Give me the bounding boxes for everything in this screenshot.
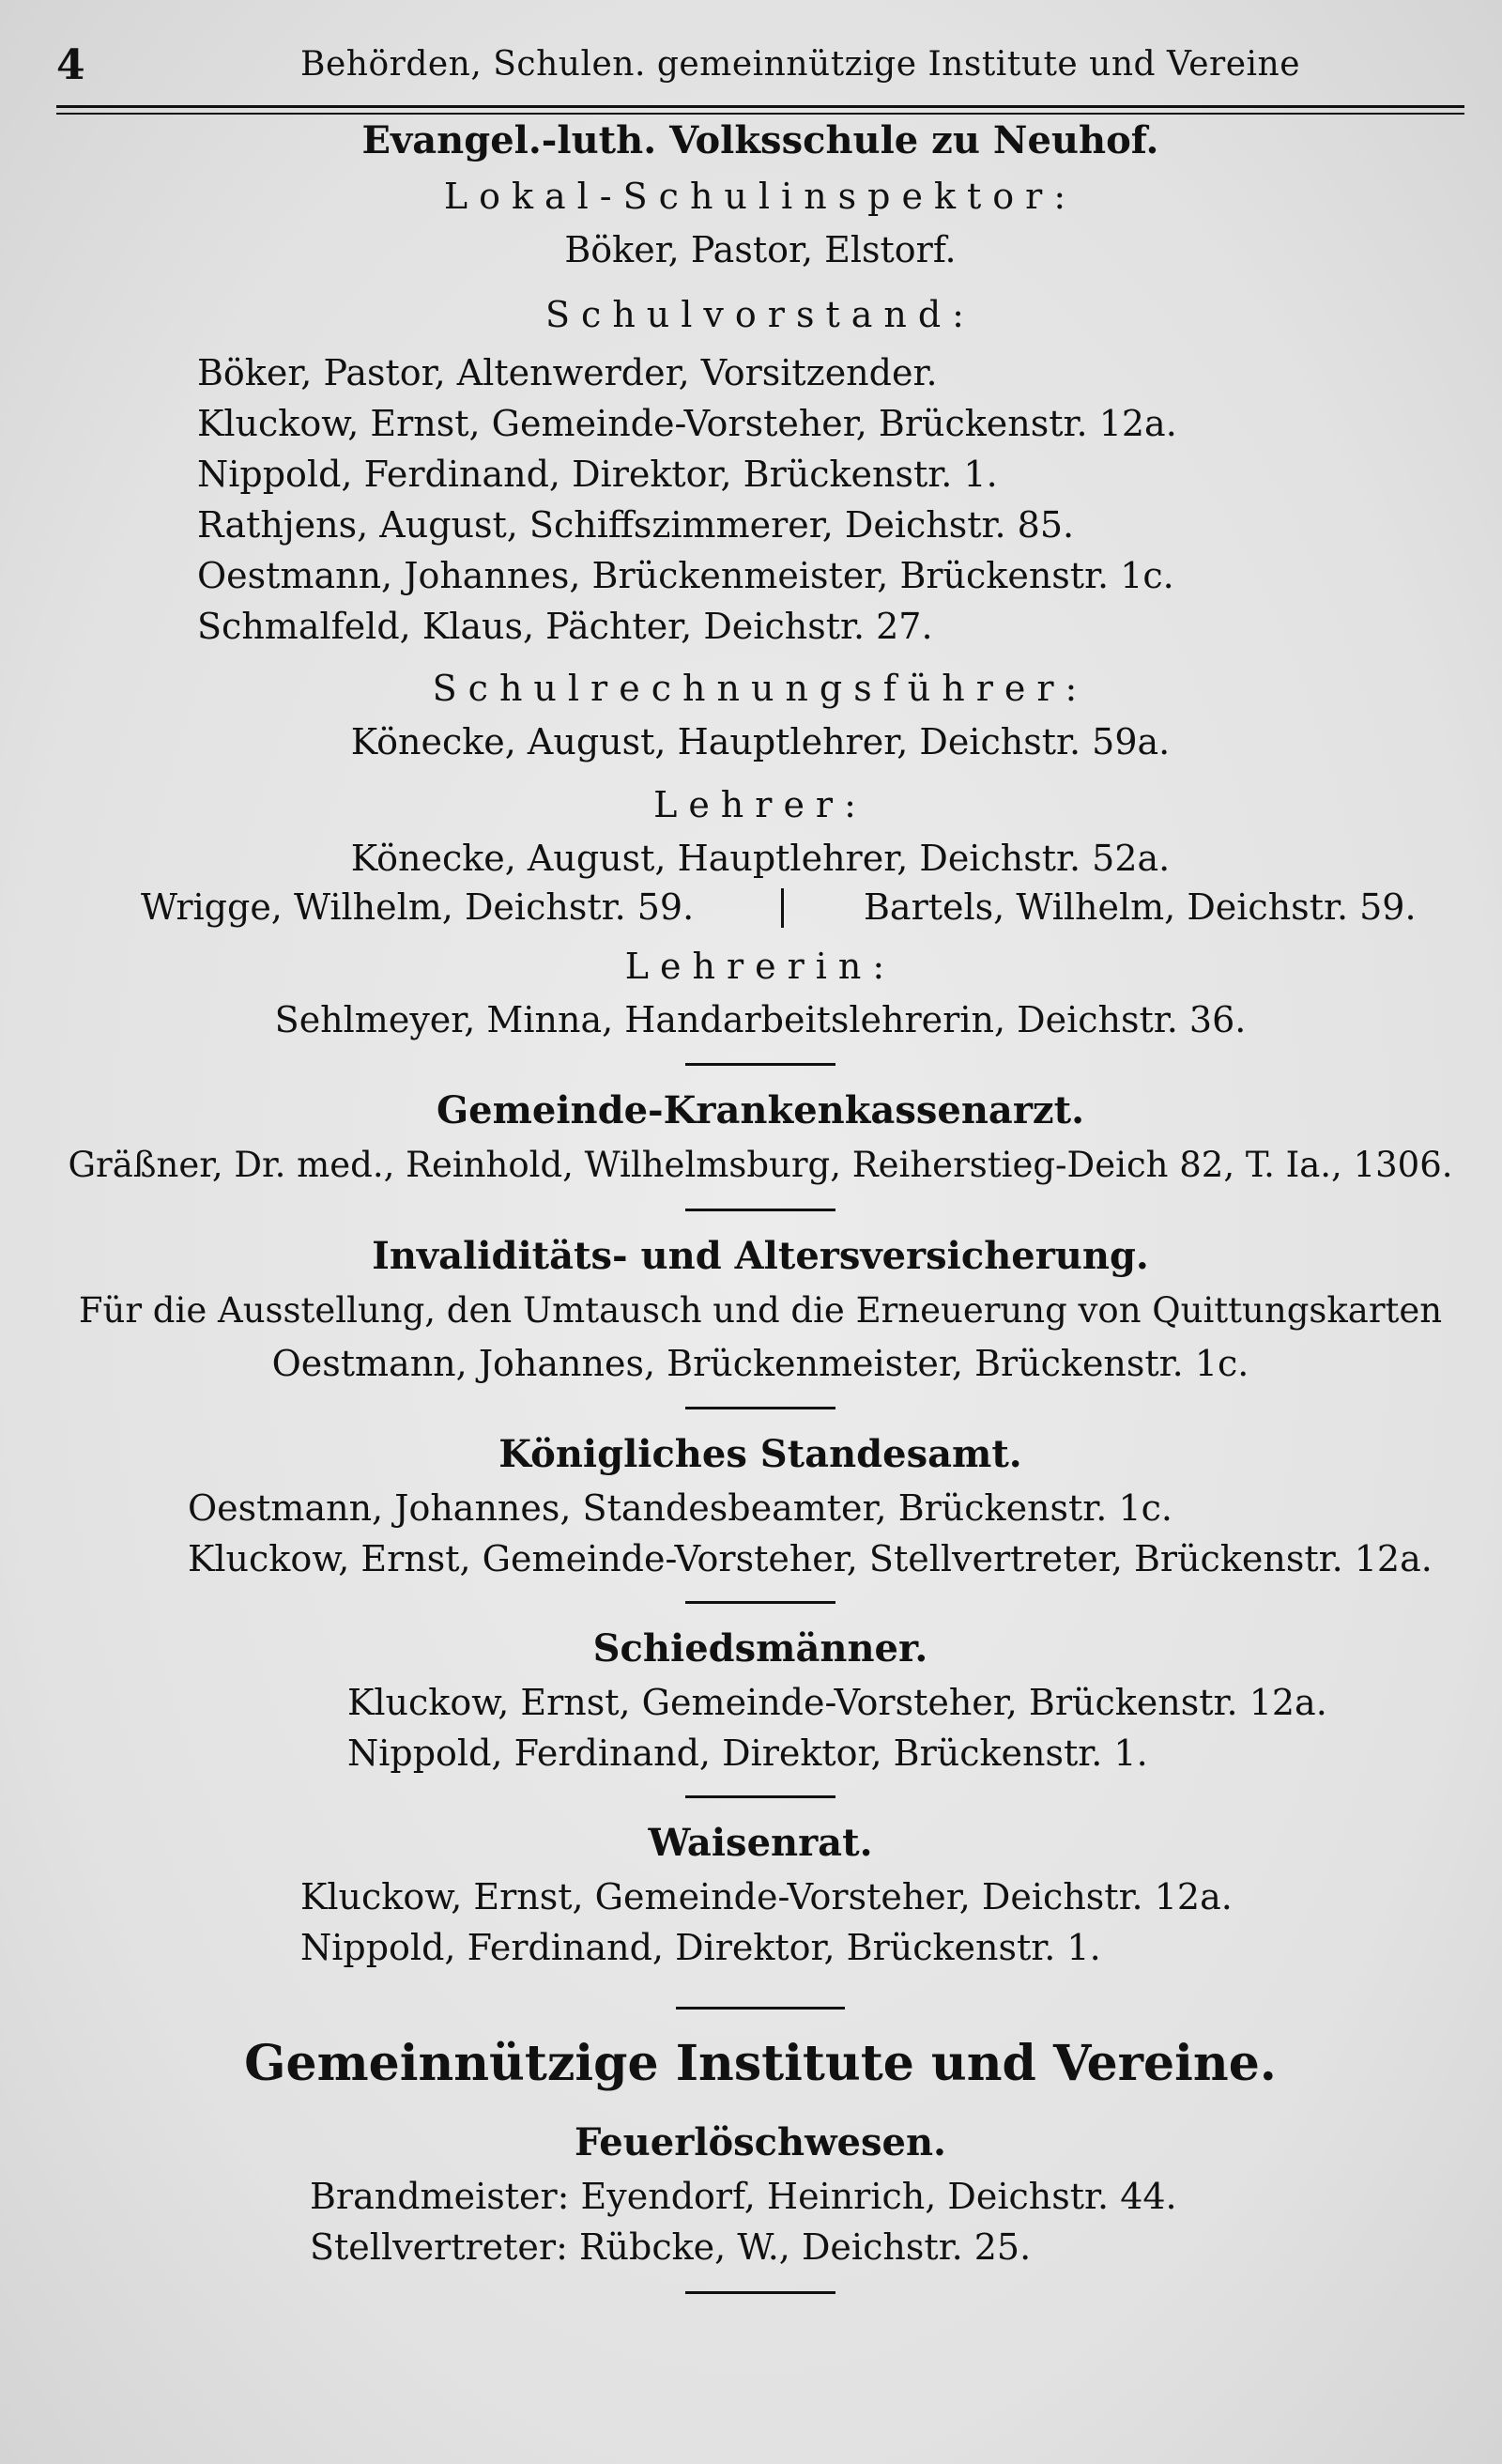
entry-lehrer-right: Bartels, Wilhelm, Deichstr. 59.: [864, 886, 1417, 928]
list-item: Nippold, Ferdinand, Direktor, Brückenstr. 1.: [197, 454, 998, 495]
section-heading-waisenrat: Waisenrat.: [648, 1821, 873, 1865]
lehrer-two-column: [56, 885, 1464, 939]
list-item: Rathjens, August, Schiffszimmerer, Deichstr. 85.: [197, 504, 1075, 546]
section-divider: [685, 1795, 835, 1798]
section-divider: [676, 2007, 845, 2010]
subheading-schulrechnungsfuehrer: Schulrechnungsführer:: [432, 668, 1089, 709]
running-title: Behörden, Schulen. gemeinnützige Institute und Vereine: [300, 45, 1301, 84]
list-item: Oestmann, Johannes, Brückenmeister, Brückenstr. 1c.: [197, 555, 1174, 596]
list-item: Nippold, Ferdinand, Direktor, Brückenstr. 1.: [300, 1927, 1101, 1968]
section-heading-volksschule: Evangel.-luth. Volksschule zu Neuhof.: [361, 118, 1159, 162]
page-header: [56, 34, 1464, 90]
subheading-lehrerin: Lehrerin:: [624, 946, 897, 987]
entry-lehrerin: Sehlmeyer, Minna, Handarbeitslehrerin, Deichstr. 36.: [274, 999, 1247, 1040]
subheading-lokal-schulinspektor: Lokal-Schulinspektor:: [443, 176, 1078, 217]
list-item: Kluckow, Ernst, Gemeinde-Vorsteher, Stellvertreter, Brückenstr. 12a.: [188, 1538, 1433, 1579]
list-item: Böker, Pastor, Altenwerder, Vorsitzender.: [197, 352, 938, 393]
section-heading-krankenkassenarzt: Gemeinde-Krankenkassenarzt.: [436, 1088, 1085, 1132]
entry-lehrer-left: Wrigge, Wilhelm, Deichstr. 59.: [141, 886, 695, 928]
schulvorstand-list: [56, 347, 1464, 652]
subheading-schulvorstand: Schulvorstand:: [545, 294, 975, 335]
column-divider: [781, 888, 784, 928]
entry-schulrechnungsfuehrer: Könecke, August, Hauptlehrer, Deichstr. 59a.: [350, 721, 1171, 762]
schiedsmaenner-list: [56, 1677, 1464, 1779]
list-item: Kluckow, Ernst, Gemeinde-Vorsteher, Deichstr. 12a.: [300, 1876, 1233, 1917]
page-number: 4: [56, 41, 85, 89]
entry-hauptlehrer: Könecke, August, Hauptlehrer, Deichstr. 52a.: [350, 838, 1171, 879]
list-item: Stellvertreter: Rübcke, W., Deichstr. 25.: [310, 2226, 1032, 2268]
section-divider: [685, 1209, 835, 1211]
feuerloeschwesen-list: [56, 2171, 1464, 2272]
entry-krankenkassenarzt: Gräßner, Dr. med., Reinhold, Wilhelmsburg, Reiherstieg-Deich 82, T. Ia., 1306.: [68, 1145, 1453, 1185]
invaliditaet-contact: Oestmann, Johannes, Brückenmeister, Brückenstr. 1c.: [271, 1343, 1249, 1384]
section-heading-standesamt: Königliches Standesamt.: [498, 1432, 1022, 1476]
list-item: Nippold, Ferdinand, Direktor, Brückenstr. 1.: [347, 1732, 1148, 1774]
page-content: [56, 113, 1464, 2311]
chapter-heading-vereine: Gemeinnützige Institute und Vereine.: [244, 2035, 1277, 2092]
list-item: Kluckow, Ernst, Gemeinde-Vorsteher, Brückenstr. 12a.: [347, 1682, 1327, 1723]
list-item: Brandmeister: Eyendorf, Heinrich, Deichstr. 44.: [310, 2176, 1177, 2217]
header-rule: [56, 105, 1464, 108]
standesamt-list: [56, 1483, 1464, 1584]
waisenrat-list: [56, 1871, 1464, 1973]
subheading-lehrer: Lehrer:: [653, 784, 867, 825]
section-heading-invaliditaet: Invaliditäts- und Altersversicherung.: [372, 1234, 1149, 1278]
entry-lokal-schulinspektor: Böker, Pastor, Elstorf.: [564, 229, 957, 270]
section-divider: [685, 1063, 835, 1066]
section-divider: [685, 1407, 835, 1409]
section-heading-schiedsmaenner: Schiedsmänner.: [592, 1626, 928, 1671]
section-heading-feuerloeschwesen: Feuerlöschwesen.: [575, 2120, 946, 2164]
section-divider: [685, 1601, 835, 1604]
section-divider: [685, 2291, 835, 2294]
list-item: Schmalfeld, Klaus, Pächter, Deichstr. 27.: [197, 606, 933, 647]
list-item: Oestmann, Johannes, Standesbeamter, Brückenstr. 1c.: [188, 1487, 1172, 1529]
invaliditaet-text: Für die Ausstellung, den Umtausch und die Erneuerung von Quittungskarten: [78, 1290, 1443, 1331]
list-item: Kluckow, Ernst, Gemeinde-Vorsteher, Brückenstr. 12a.: [197, 403, 1177, 444]
